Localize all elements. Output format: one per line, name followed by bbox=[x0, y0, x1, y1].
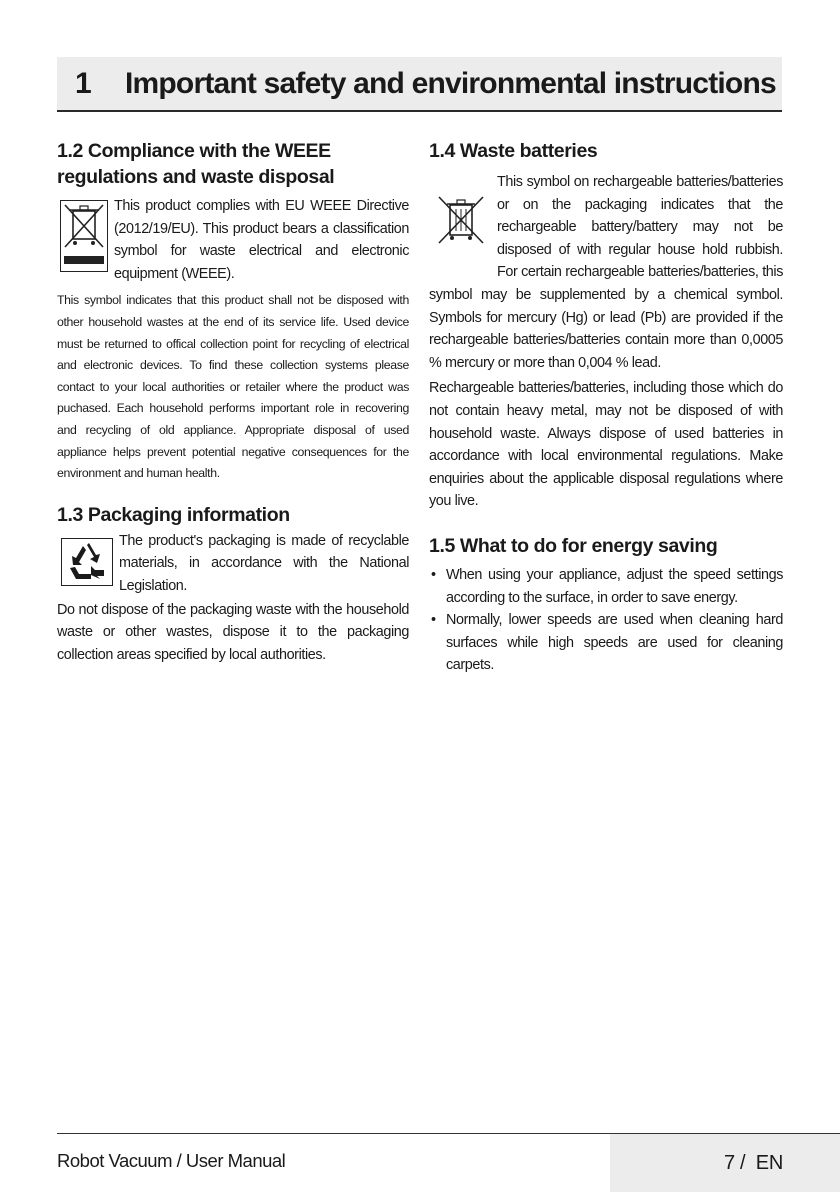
chapter-number: 1 bbox=[75, 66, 92, 100]
footer-title: Robot Vacuum / User Manual bbox=[57, 1150, 286, 1171]
packaging-body-text: Do not dispose of the packaging waste with the household waste or other wastes, dispose it to the packaging collection areas specified by local authorities. bbox=[57, 601, 409, 663]
batteries-section bbox=[429, 138, 783, 513]
list-item: • Normally, lower speeds are used when cleaning hard surfaces while high speeds are used for cleaning carpets. bbox=[429, 609, 783, 677]
battery-symbol bbox=[429, 171, 497, 271]
recycle-icon bbox=[61, 538, 113, 586]
batteries-intro-block bbox=[429, 171, 783, 374]
weee-section bbox=[57, 138, 409, 485]
crossed-bin-icon bbox=[60, 200, 108, 272]
weee-symbol bbox=[57, 195, 108, 272]
batteries-body-text: Rechargeable batteries/batteries, including those which do not contain heavy metal, may not be disposed of with household waste. Always dispose of used batteries in accordance with local environmental regulations. Make enquiries about the applicable disposal regulations where you live. bbox=[429, 380, 783, 510]
right-column bbox=[429, 138, 783, 677]
packaging-section bbox=[57, 502, 409, 667]
packaging-intro-text: The product's packaging is made of recyclable materials, in accordance with the National Legislation. bbox=[119, 532, 409, 594]
crossed-bin-icon bbox=[433, 191, 497, 252]
packaging-heading: 1.3 Packaging information bbox=[57, 503, 290, 526]
batteries-heading: 1.4 Waste batteries bbox=[429, 140, 598, 162]
weee-body-text: This symbol indicates that this product shall not be disposed with other household wastes at the end of its service life. Used device must be returned to offical collection point for recycling of electrical and electronic devices. To find these collection systems please contact to your local authorities or retailer where the product was puchased. Each household performs important role in recovering and recycling of old appliance. Appropriate disposal of used appliance helps prevent potential negative consequences for the environment and human health. bbox=[57, 293, 409, 481]
weee-heading: 1.2 Compliance with the WEEE regulations and waste disposal bbox=[57, 140, 335, 188]
energy-list bbox=[429, 564, 783, 677]
packaging-intro-block bbox=[57, 530, 409, 598]
chapter-header bbox=[57, 57, 782, 112]
left-column bbox=[57, 138, 409, 666]
energy-heading: 1.5 What to do for energy saving bbox=[429, 534, 718, 557]
chapter-title: Important safety and environmental instructions bbox=[125, 66, 776, 100]
batteries-intro-text: This symbol on rechargeable batteries/batteries or on the packaging indicates that the rechargeable battery/battery may not be disposed of with regular house hold rubbish. For certain rechargeable batteries/batteries, this symbol may be supplemented by a chemical symbol. Symbols for mercury (Hg) or lead (Pb) are provided if the rechargeable batteries/batteries contain more than 0,0005 % mercury or more than 0,004 % lead. bbox=[429, 174, 783, 371]
packaging-symbol bbox=[57, 530, 113, 586]
weee-intro-block bbox=[57, 195, 409, 285]
page-number-text: 7 / EN bbox=[723, 1151, 783, 1174]
energy-section bbox=[429, 533, 783, 677]
weee-intro-text: This product complies with EU WEEE Directive (2012/19/EU). This product bears a classification symbol for waste electrical and electronic equipment (WEEE). bbox=[114, 198, 409, 282]
list-item: • When using your appliance, adjust the speed settings according to the surface, in order to save energy. bbox=[429, 564, 783, 609]
page-number bbox=[610, 1134, 840, 1192]
